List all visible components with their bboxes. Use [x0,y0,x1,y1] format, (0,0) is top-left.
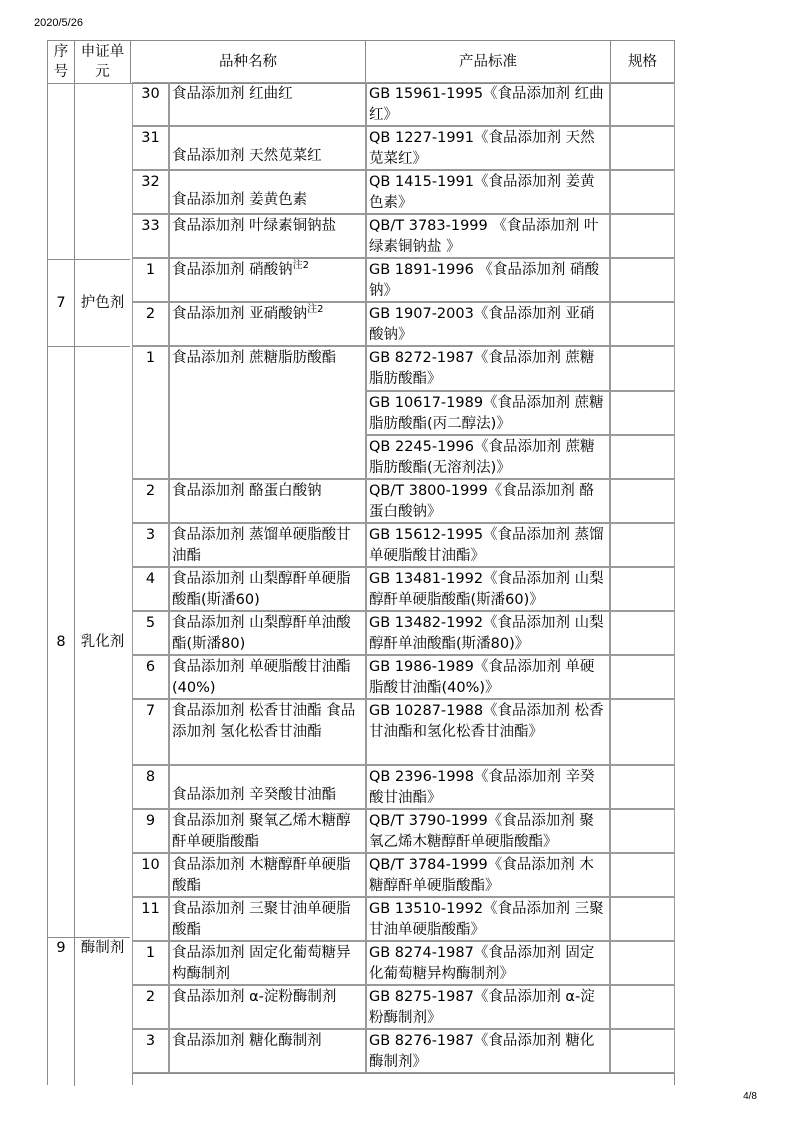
row-spec [610,1029,675,1073]
row-spec [610,765,675,809]
row-no: 30 [132,82,169,126]
row-no: 4 [132,567,169,611]
row-standard: GB 10617-1989《食品添加剂 蔗糖脂肪酸酯(丙二醇法)》 [366,391,610,435]
row-no: 5 [132,611,169,655]
note-marker: 注2 [307,304,324,316]
row-spec [610,258,675,302]
row-standard: GB 13481-1992《食品添加剂 山梨醇酐单硬脂酸酯(斯潘60)》 [366,567,610,611]
row-name: 食品添加剂 α-淀粉酶制剂 [169,985,366,1029]
group-seq-7: 7 [56,295,66,311]
row-no: 2 [132,302,169,346]
row-standard: GB 8276-1987《食品添加剂 糖化酶制剂》 [366,1029,610,1073]
row-standard: GB 1986-1989《食品添加剂 单硬脂酸甘油酯(40%)》 [366,655,610,699]
row-standard: QB 1415-1991《食品添加剂 姜黄色素》 [366,170,610,214]
group-seq-9: 9 [56,940,66,956]
row-standard: GB 10287-1988《食品添加剂 松香甘油酯和氢化松香甘油酯》 [366,699,610,765]
row-name: 食品添加剂 叶绿素铜钠盐 [169,214,366,258]
print-date: 2020/5/26 [34,17,83,29]
row-name: 食品添加剂 三聚甘油单硬脂酸酯 [169,897,366,941]
row-spec [610,699,675,765]
header-name: 品种名称 [219,54,277,70]
row-standard: QB/T 3800-1999《食品添加剂 酪蛋白酸钠》 [366,479,610,523]
group-seq-8: 8 [56,634,66,650]
table-continuation-line [132,1073,675,1074]
row-name-text: 食品添加剂 硝酸钠 [172,262,293,278]
row-no: 33 [132,214,169,258]
row-name: 食品添加剂 姜黄色素 [169,170,366,214]
row-no: 1 [132,941,169,985]
row-spec [610,611,675,655]
group-unit-9: 酶制剂 [80,940,125,956]
row-spec [610,479,675,523]
row-standard: GB 15612-1995《食品添加剂 蒸馏单硬脂酸甘油酯》 [366,523,610,567]
row-name-text: 食品添加剂 亚硝酸钠 [172,306,308,322]
row-spec [610,126,675,170]
header-seq: 序号 [53,44,69,80]
row-spec [610,523,675,567]
header-unit: 申证单元 [80,44,125,80]
row-no: 3 [132,1029,169,1073]
row-name: 食品添加剂 蒸馏单硬脂酸甘油酯 [169,523,366,567]
row-name [169,258,366,302]
row-name: 食品添加剂 山梨醇酐单油酸酯(斯潘80) [169,611,366,655]
row-name: 食品添加剂 糖化酶制剂 [169,1029,366,1073]
row-no: 31 [132,126,169,170]
row-standard: GB 8274-1987《食品添加剂 固定化葡萄糖异构酶制剂》 [366,941,610,985]
row-spec [610,346,675,391]
row-standard: GB 13510-1992《食品添加剂 三聚甘油单硬脂酸酯》 [366,897,610,941]
row-name: 食品添加剂 蔗糖脂肪酸酯 [169,346,366,479]
row-no: 3 [132,523,169,567]
header-standard: 产品标准 [459,54,517,70]
row-standard: QB/T 3790-1999《食品添加剂 聚氧乙烯木糖醇酐单硬脂酸酯》 [366,809,610,853]
row-spec [610,655,675,699]
group-unit-8: 乳化剂 [80,634,125,650]
row-no: 1 [132,346,169,479]
row-no: 6 [132,655,169,699]
page-number: 4/8 [743,1091,757,1102]
row-standard: QB/T 3783-1999 《食品添加剂 叶绿素铜钠盐 》 [366,214,610,258]
row-spec [610,214,675,258]
row-no: 2 [132,985,169,1029]
row-standard: GB 13482-1992《食品添加剂 山梨醇酐单油酸酯(斯潘80)》 [366,611,610,655]
row-no: 32 [132,170,169,214]
row-standard: GB 15961-1995《食品添加剂 红曲红》 [366,82,610,126]
row-name: 食品添加剂 松香甘油酯 食品添加剂 氢化松香甘油酯 [169,699,366,765]
row-name: 食品添加剂 酪蛋白酸钠 [169,479,366,523]
row-no: 8 [132,765,169,809]
row-spec [610,941,675,985]
row-spec [610,853,675,897]
row-standard: GB 1891-1996 《食品添加剂 硝酸钠》 [366,258,610,302]
row-no: 1 [132,258,169,302]
row-spec [610,302,675,346]
row-spec [610,435,675,479]
row-name: 食品添加剂 天然苋菜红 [169,126,366,170]
row-standard: QB 1227-1991《食品添加剂 天然苋菜红》 [366,126,610,170]
group-unit-7: 护色剂 [80,295,125,311]
row-spec [610,809,675,853]
row-no: 7 [132,699,169,765]
row-standard: GB 1907-2003《食品添加剂 亚硝酸钠》 [366,302,610,346]
row-spec [610,567,675,611]
row-spec [610,82,675,126]
row-name: 食品添加剂 聚氧乙烯木糖醇酐单硬脂酸酯 [169,809,366,853]
row-standard: GB 8275-1987《食品添加剂 α-淀粉酶制剂》 [366,985,610,1029]
row-no: 2 [132,479,169,523]
row-spec [610,897,675,941]
row-standard: QB 2396-1998《食品添加剂 辛癸酸甘油酯》 [366,765,610,809]
note-marker: 注2 [292,260,309,272]
row-no: 9 [132,809,169,853]
row-name: 食品添加剂 木糖醇酐单硬脂酸酯 [169,853,366,897]
row-spec [610,985,675,1029]
row-standard: QB 2245-1996《食品添加剂 蔗糖脂肪酸酯(无溶剂法)》 [366,435,610,479]
row-no: 10 [132,853,169,897]
row-standard: GB 8272-1987《食品添加剂 蔗糖脂肪酸酯》 [366,346,610,391]
row-name: 食品添加剂 山梨醇酐单硬脂酸酯(斯潘60) [169,567,366,611]
row-spec [610,391,675,435]
row-name: 食品添加剂 辛癸酸甘油酯 [169,765,366,809]
row-name: 食品添加剂 单硬脂酸甘油酯(40%) [169,655,366,699]
header-spec: 规格 [628,54,657,70]
row-name: 食品添加剂 固定化葡萄糖异构酶制剂 [169,941,366,985]
row-no: 11 [132,897,169,941]
row-name: 食品添加剂 红曲红 [169,82,366,126]
table-continuation-line [132,1073,133,1085]
row-standard: QB/T 3784-1999《食品添加剂 木糖醇酐单硬脂酸酯》 [366,853,610,897]
row-spec [610,170,675,214]
row-name [169,302,366,346]
